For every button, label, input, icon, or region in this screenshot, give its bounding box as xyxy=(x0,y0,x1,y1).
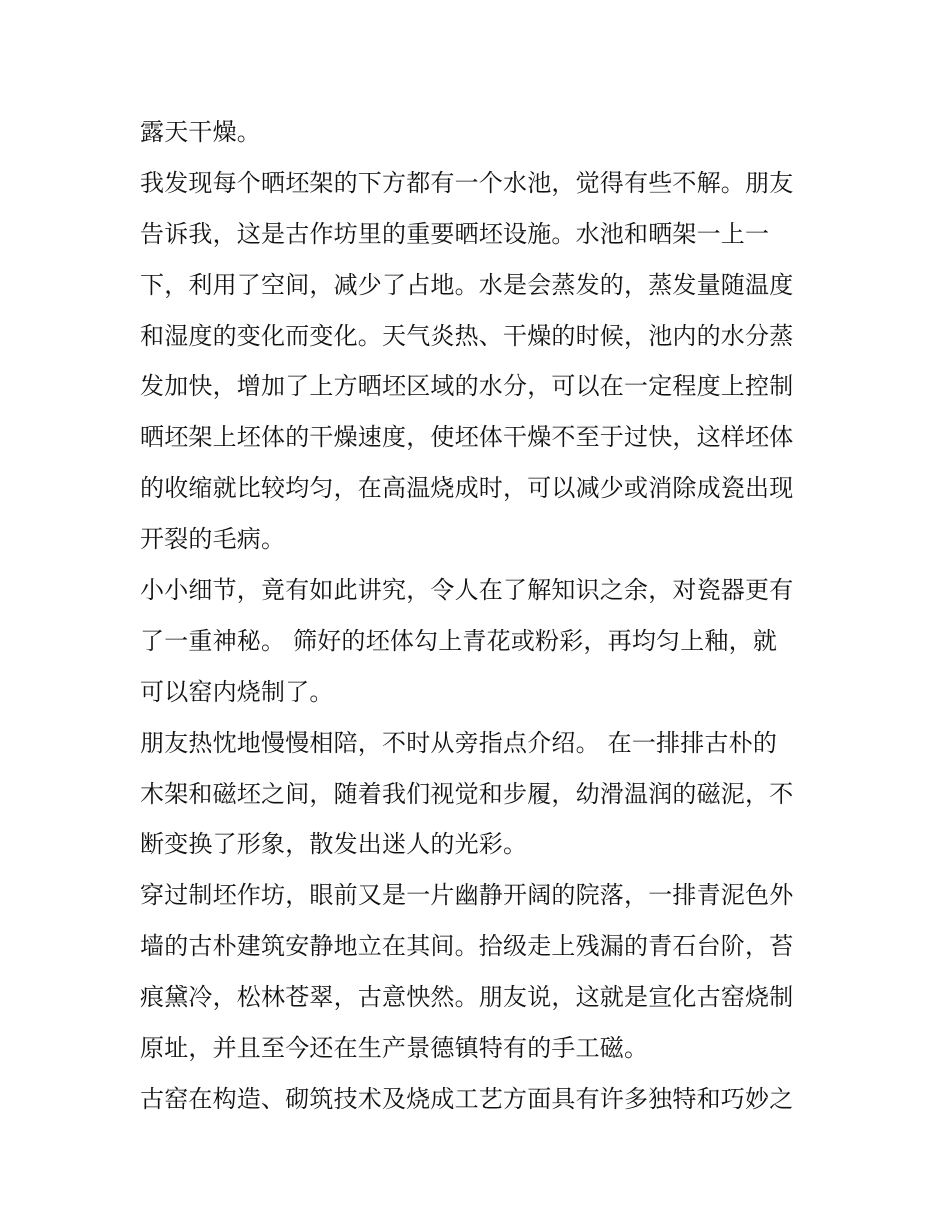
text-line: 痕黛冷，松林苍翠，古意怏然。朋友说，这就是宣化古窑烧制 xyxy=(140,983,794,1012)
text-line: 我发现每个晒坯架的下方都有一个水池，觉得有些不解。朋友 xyxy=(140,168,794,197)
text-line: 原址，并且至今还在生产景德镇特有的手工磁。 xyxy=(140,1034,649,1063)
text-line: 和湿度的变化而变化。天气炎热、干燥的时候，池内的水分蒸 xyxy=(140,321,794,350)
text-line: 告诉我，这是古作坊里的重要晒坯设施。水池和晒架一上一 xyxy=(140,219,770,248)
text-line: 朋友热忱地慢慢相陪，不时从旁指点介绍。 在一排排古朴的 xyxy=(140,728,778,757)
text-line: 开裂的毛病。 xyxy=(140,525,286,554)
text-line: 木架和磁坯之间，随着我们视觉和步履，幼滑温润的磁泥，不 xyxy=(140,779,794,808)
text-line: 了一重神秘。 筛好的坯体勾上青花或粉彩，再均匀上釉，就 xyxy=(140,626,778,655)
text-line: 发加快，增加了上方晒坯区域的水分，可以在一定程度上控制 xyxy=(140,372,794,401)
text-line: 的收缩就比较均匀，在高温烧成时，可以减少或消除成瓷出现 xyxy=(140,474,794,503)
text-line: 古窑在构造、砌筑技术及烧成工艺方面具有许多独特和巧妙之 xyxy=(140,1084,794,1113)
text-line: 穿过制坯作坊，眼前又是一片幽静开阔的院落，一排青泥色外 xyxy=(140,881,794,910)
body-text xyxy=(140,107,820,1125)
text-line: 小小细节，竟有如此讲究，令人在了解知识之余，对瓷器更有 xyxy=(140,576,794,605)
text-line: 断变换了形象，散发出迷人的光彩。 xyxy=(140,830,528,859)
text-line: 晒坯架上坯体的干燥速度，使坯体干燥不至于过快，这样坯体 xyxy=(140,423,794,452)
text-line: 墙的古朴建筑安静地立在其间。拾级走上残漏的青石台阶，苔 xyxy=(140,932,794,961)
text-line: 露天干燥。 xyxy=(140,118,261,146)
text-line: 下，利用了空间，减少了占地。水是会蒸发的，蒸发量随温度 xyxy=(140,270,794,299)
text-line: 可以窑内烧制了。 xyxy=(140,677,334,706)
